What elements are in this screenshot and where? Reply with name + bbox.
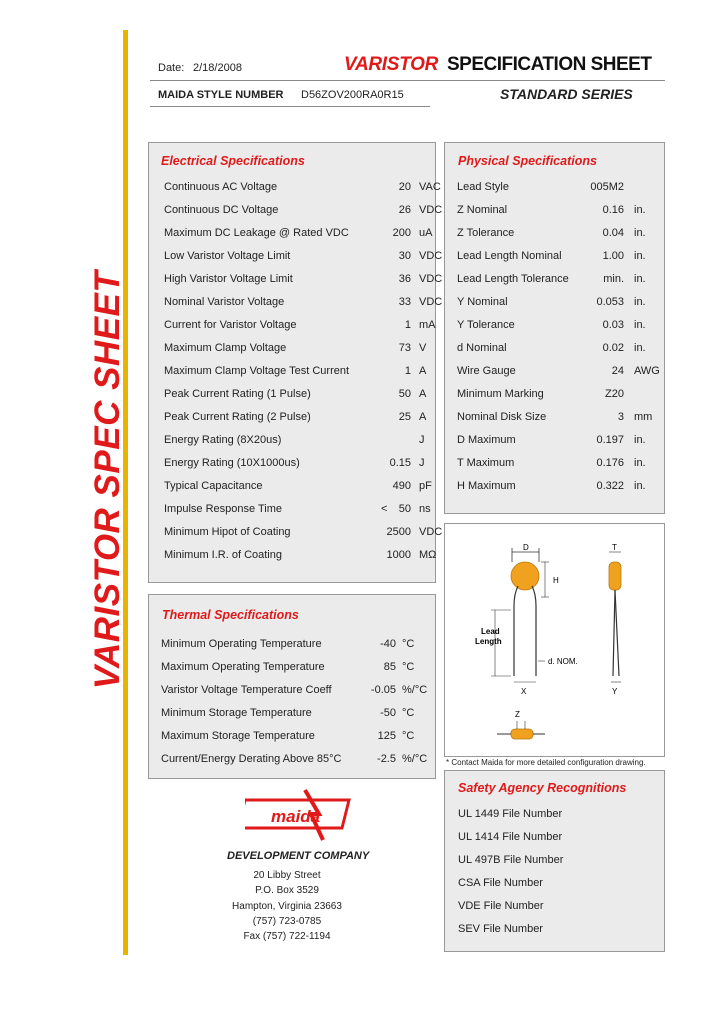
electrical-spec-row	[164, 273, 443, 287]
physical-spec-unit: in.	[634, 204, 646, 216]
physical-spec-row	[457, 181, 662, 195]
physical-spec-row	[457, 457, 662, 471]
physical-spec-value: 24	[611, 365, 624, 377]
electrical-spec-value: 1000	[386, 549, 411, 561]
electrical-spec-label: Low Varistor Voltage Limit	[164, 250, 291, 262]
physical-spec-value: min.	[603, 273, 624, 285]
electrical-spec-label: Energy Rating (8X20us)	[164, 434, 282, 446]
physical-spec-label: Lead Length Tolerance	[457, 273, 569, 285]
physical-spec-row	[457, 434, 662, 448]
physical-specs-panel	[444, 142, 665, 514]
address-line: Fax (757) 722-1194	[243, 931, 331, 943]
address-line: 20 Libby Street	[253, 870, 321, 881]
thermal-spec-unit: °C	[402, 638, 415, 650]
electrical-specs-panel	[148, 142, 443, 583]
thermal-specs-title: Thermal Specifications	[162, 608, 299, 622]
electrical-spec-row	[164, 480, 432, 494]
physical-spec-label: Nominal Disk Size	[457, 411, 547, 423]
physical-spec-unit: in.	[634, 227, 646, 239]
physical-spec-value: 0.04	[602, 227, 624, 239]
varistor-diagram-panel	[444, 523, 665, 757]
physical-spec-value: 0.03	[602, 319, 624, 331]
physical-spec-label: Wire Gauge	[457, 365, 516, 377]
electrical-spec-label: Typical Capacitance	[164, 480, 263, 492]
electrical-spec-unit: pF	[419, 480, 432, 492]
physical-spec-unit: in.	[634, 296, 646, 308]
physical-spec-row	[457, 388, 662, 402]
safety-agency-title: Safety Agency Recognitions	[458, 781, 627, 795]
physical-spec-unit: mm	[634, 411, 653, 423]
x-dimension-label: X	[521, 687, 527, 696]
thermal-spec-unit: %/°C	[402, 753, 428, 765]
physical-spec-unit: AWG	[634, 365, 660, 377]
physical-spec-label: D Maximum	[457, 434, 516, 446]
disk-side-view	[609, 562, 621, 590]
electrical-specs-title: Electrical Specifications	[161, 154, 305, 168]
electrical-spec-value: 490	[392, 480, 411, 492]
electrical-spec-value: 50	[398, 388, 411, 400]
d-dimension-label: D	[523, 543, 529, 552]
electrical-spec-value: 73	[398, 342, 411, 354]
thermal-spec-label: Maximum Storage Temperature	[161, 730, 315, 742]
physical-spec-unit: in.	[634, 273, 646, 285]
physical-spec-row	[457, 273, 662, 287]
thermal-spec-value: -40	[380, 638, 396, 650]
thermal-spec-row	[161, 661, 429, 675]
company-name: DEVELOPMENT COMPANY	[227, 850, 370, 862]
title-spec-sheet: SPECIFICATION SHEET	[447, 54, 652, 75]
physical-spec-value: 1.00	[602, 250, 624, 262]
physical-spec-label: Z Tolerance	[457, 227, 515, 239]
electrical-spec-value: 0.15	[389, 457, 411, 469]
electrical-spec-unit: VDC	[419, 250, 443, 262]
electrical-spec-label: Impulse Response Time	[164, 503, 282, 515]
sidebar-title: VARISTOR SPEC SHEET	[88, 270, 127, 690]
thermal-spec-value: -2.5	[377, 753, 396, 765]
physical-spec-unit: in.	[634, 342, 646, 354]
physical-spec-row	[457, 250, 662, 264]
maida-logo	[245, 788, 357, 848]
physical-spec-label: Lead Length Nominal	[457, 250, 562, 262]
physical-spec-row	[457, 319, 662, 333]
physical-spec-row	[457, 365, 662, 379]
physical-spec-value: 0.197	[596, 434, 624, 446]
physical-spec-label: d Nominal	[457, 342, 507, 354]
electrical-spec-unit: V	[419, 342, 427, 354]
electrical-spec-row	[164, 503, 429, 517]
lead-length-label-1: Lead	[481, 627, 500, 636]
electrical-spec-row	[164, 457, 429, 471]
date-label: Date:	[158, 62, 185, 74]
logo-text: maida	[271, 807, 321, 826]
z-dimension-label: Z	[515, 710, 520, 719]
safety-file-number-item: UL 1449 File Number	[458, 808, 563, 820]
electrical-spec-row	[164, 227, 433, 241]
electrical-spec-row	[164, 549, 437, 563]
electrical-spec-row	[164, 250, 443, 264]
physical-spec-row	[457, 411, 662, 425]
safety-file-number-item: CSA File Number	[458, 877, 543, 889]
physical-spec-label: Z Nominal	[457, 204, 508, 216]
electrical-spec-row	[164, 388, 429, 402]
electrical-spec-label: Current for Varistor Voltage	[164, 319, 297, 331]
thermal-spec-value: 125	[377, 730, 396, 742]
electrical-spec-unit: VDC	[419, 204, 443, 216]
thermal-specs-panel	[148, 594, 436, 779]
electrical-spec-unit: uA	[419, 227, 433, 239]
physical-spec-value: 0.322	[596, 480, 624, 492]
physical-spec-unit: in.	[634, 250, 646, 262]
electrical-spec-unit: A	[419, 388, 427, 400]
address-line: P.O. Box 3529	[255, 885, 319, 897]
thermal-spec-value: -50	[380, 707, 396, 719]
electrical-spec-row	[164, 411, 429, 425]
electrical-spec-unit: ns	[419, 503, 431, 515]
safety-file-number-item: VDE File Number	[458, 900, 544, 912]
electrical-spec-value: 1	[404, 365, 411, 377]
thermal-spec-row	[161, 638, 429, 652]
physical-spec-label: Lead Style	[457, 181, 509, 193]
electrical-spec-label: Minimum Hipot of Coating	[164, 526, 291, 538]
electrical-spec-row	[164, 319, 436, 333]
electrical-spec-label: Continuous AC Voltage	[164, 181, 278, 193]
electrical-spec-label: Peak Current Rating (2 Pulse)	[164, 411, 311, 423]
safety-file-number-item: UL 497B File Number	[458, 854, 564, 866]
address-line: (757) 723-0785	[252, 915, 322, 927]
electrical-spec-unit: VAC	[419, 181, 441, 193]
electrical-spec-unit: J	[419, 457, 425, 469]
electrical-spec-value: 36	[398, 273, 411, 285]
thermal-spec-row	[161, 684, 429, 698]
diagram-note: * Contact Maida for more detailed configuration drawing.	[446, 758, 646, 767]
safety-agency-panel	[444, 770, 665, 952]
physical-spec-value: 0.053	[596, 296, 624, 308]
electrical-spec-row	[164, 342, 429, 356]
electrical-spec-unit: mA	[419, 319, 436, 331]
style-number-label: MAIDA STYLE NUMBER	[158, 89, 284, 101]
date-value: 2/18/2008	[193, 62, 242, 74]
physical-spec-unit: in.	[634, 480, 646, 492]
electrical-spec-label: Energy Rating (10X1000us)	[164, 457, 300, 469]
electrical-spec-label: Maximum DC Leakage @ Rated VDC	[164, 227, 349, 239]
header-rule-top	[150, 80, 665, 81]
physical-spec-value: 3	[617, 411, 624, 423]
t-dimension-label: T	[612, 543, 617, 552]
lead-length-label-2: Length	[475, 637, 502, 646]
electrical-spec-row	[164, 181, 441, 195]
electrical-spec-value: 30	[398, 250, 411, 262]
physical-spec-label: T Maximum	[457, 457, 515, 469]
electrical-spec-unit: VDC	[419, 273, 443, 285]
electrical-spec-label: Maximum Clamp Voltage Test Current	[164, 365, 350, 377]
electrical-spec-value: 2500	[386, 526, 411, 538]
electrical-spec-unit: A	[419, 365, 427, 377]
electrical-spec-label: Nominal Varistor Voltage	[164, 296, 285, 308]
title-varistor: VARISTOR	[344, 54, 439, 75]
thermal-spec-unit: °C	[402, 661, 415, 673]
h-dimension-label: H	[553, 576, 559, 585]
electrical-spec-label: Peak Current Rating (1 Pulse)	[164, 388, 311, 400]
physical-spec-value: Z20	[605, 388, 624, 400]
electrical-spec-value: 26	[398, 204, 411, 216]
physical-spec-value: 0.16	[602, 204, 624, 216]
electrical-spec-value: 25	[398, 411, 411, 423]
physical-spec-label: Y Tolerance	[457, 319, 515, 331]
lead-right	[532, 586, 536, 676]
thermal-spec-unit: °C	[402, 730, 415, 742]
electrical-spec-value: 33	[398, 296, 411, 308]
physical-spec-row	[457, 342, 662, 356]
electrical-spec-label: High Varistor Voltage Limit	[164, 273, 293, 285]
physical-spec-unit: in.	[634, 434, 646, 446]
thermal-spec-row	[161, 707, 429, 721]
thermal-spec-value: 85	[383, 661, 396, 673]
safety-file-number-item: UL 1414 File Number	[458, 831, 563, 843]
physical-spec-label: Minimum Marking	[457, 388, 544, 400]
physical-spec-row	[457, 480, 662, 494]
electrical-spec-prefix: <	[381, 503, 388, 515]
physical-spec-row	[457, 296, 662, 310]
electrical-spec-row	[164, 204, 443, 218]
physical-spec-value: 0.02	[602, 342, 624, 354]
electrical-spec-unit: MΩ	[419, 549, 437, 561]
thermal-spec-label: Minimum Operating Temperature	[161, 638, 322, 650]
safety-file-number-item: SEV File Number	[458, 923, 543, 935]
lead-left	[514, 586, 518, 676]
electrical-spec-label: Continuous DC Voltage	[164, 204, 279, 216]
disk-front-view	[511, 562, 539, 590]
physical-spec-unit: in.	[634, 457, 646, 469]
electrical-spec-unit: VDC	[419, 296, 443, 308]
thermal-spec-unit: °C	[402, 707, 415, 719]
series-label: STANDARD SERIES	[500, 86, 633, 102]
electrical-spec-value: 200	[392, 227, 411, 239]
electrical-spec-row	[164, 434, 429, 448]
thermal-spec-unit: %/°C	[402, 684, 428, 696]
electrical-spec-value: 50	[398, 503, 411, 515]
physical-spec-row	[457, 204, 662, 218]
electrical-spec-row	[164, 526, 443, 540]
thermal-spec-row	[161, 753, 429, 767]
electrical-spec-unit: A	[419, 411, 427, 423]
y-dimension-label: Y	[612, 687, 618, 696]
disk-top-view	[511, 729, 533, 739]
electrical-spec-label: Maximum Clamp Voltage	[164, 342, 287, 354]
physical-specs-title: Physical Specifications	[458, 154, 597, 168]
electrical-spec-row	[164, 365, 429, 379]
electrical-spec-value: 1	[404, 319, 411, 331]
physical-spec-label: H Maximum	[457, 480, 516, 492]
style-number-value: D56ZOV200RA0R15	[301, 89, 404, 101]
physical-spec-label: Y Nominal	[457, 296, 508, 308]
electrical-spec-value: 20	[398, 181, 411, 193]
thermal-spec-label: Varistor Voltage Temperature Coeff	[161, 684, 332, 696]
address-line: Hampton, Virginia 23663	[232, 900, 342, 912]
thermal-spec-value: -0.05	[370, 684, 396, 696]
thermal-spec-row	[161, 730, 429, 744]
thermal-spec-label: Maximum Operating Temperature	[161, 661, 325, 673]
physical-spec-value: 005M2	[590, 181, 624, 193]
thermal-spec-label: Minimum Storage Temperature	[161, 707, 312, 719]
thermal-spec-label: Current/Energy Derating Above 85°C	[161, 753, 342, 765]
electrical-spec-unit: J	[419, 434, 425, 446]
electrical-spec-label: Minimum I.R. of Coating	[164, 549, 282, 561]
electrical-spec-unit: VDC	[419, 526, 443, 538]
physical-spec-row	[457, 227, 662, 241]
header-rule-bottom	[150, 106, 430, 107]
electrical-spec-row	[164, 296, 443, 310]
physical-spec-unit: in.	[634, 319, 646, 331]
physical-spec-value: 0.176	[596, 457, 624, 469]
varistor-dimension-diagram	[445, 524, 664, 756]
d-nom-label: d. NOM.	[548, 657, 578, 666]
